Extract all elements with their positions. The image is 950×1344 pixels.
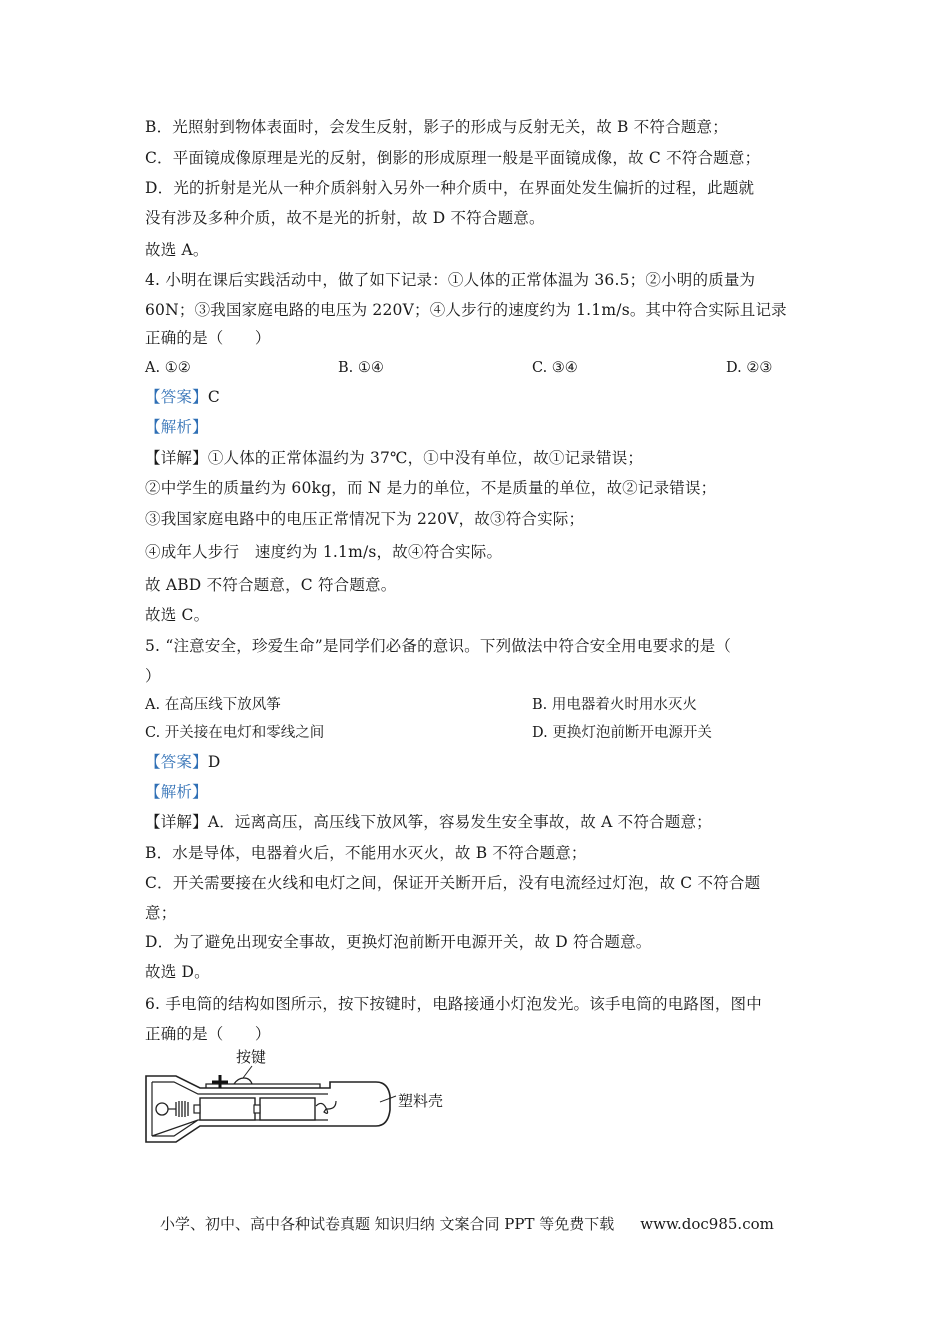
q5-answer xyxy=(145,752,220,772)
q4-analysis-tag: 【解析】 xyxy=(145,418,208,436)
q6-stem-line2: 正确的是（ ） xyxy=(145,1025,271,1043)
q6-stem-line1: 6. 手电筒的结构如图所示，按下按键时，电路接通小灯泡发光。该手电筒的电路图，图中 xyxy=(145,995,762,1013)
detail-tag: 【详解】 xyxy=(145,813,208,831)
q3-option-d-explanation-line1: D．光的折射是光从一种介质斜射入另外一种介质中，在界面处发生偏折的过程，此题就 xyxy=(145,179,755,197)
q4-conclusion: 故选 C。 xyxy=(145,606,210,624)
q4-stem-line2: 60N；③我国家庭电路的电压为 220V；④人步行的速度约为 1.1m/s。其中符合实际且记录 xyxy=(145,301,787,319)
button-plus xyxy=(212,1075,228,1088)
q4-answer xyxy=(145,387,220,407)
q3-option-d-explanation-line2: 没有涉及多种介质，故不是光的折射，故 D 不符合题意。 xyxy=(145,209,545,227)
button-bump xyxy=(234,1078,252,1084)
q5-detail-line3: C．开关需要接在火线和电灯之间，保证开关断开后，没有电流经过灯泡，故 C 不符合题 xyxy=(145,874,761,892)
footer-text: 小学、初中、高中各种试卷真题 知识归纳 文案合同 PPT 等免费下载 xyxy=(160,1215,615,1233)
q5-detail-line1 xyxy=(145,812,712,832)
q5-option-d: D. 更换灯泡前断开电源开关 xyxy=(532,725,712,741)
q5-detail-line5: D．为了避免出现安全事故，更换灯泡前断开电源开关，故 D 符合题意。 xyxy=(145,933,652,951)
q3-option-c-explanation: C．平面镜成像原理是光的反射，倒影的形成原理一般是平面镜成像，故 C 不符合题意； xyxy=(145,149,761,167)
q5-conclusion: 故选 D。 xyxy=(145,963,210,981)
footer-url: www.doc985.com xyxy=(640,1215,774,1233)
battery-2 xyxy=(260,1098,315,1120)
q4-stem-line3: 正确的是（ ） xyxy=(145,329,271,347)
answer-tag: 【答案】 xyxy=(145,388,208,406)
button-leader-line xyxy=(243,1066,252,1078)
q4-detail-line4: ④成年人步行 速度约为 1.1m/s，故④符合实际。 xyxy=(145,543,503,561)
end-spring xyxy=(316,1103,328,1113)
detail-text: ①人体的正常体温约为 37℃，①中没有单位，故①记录错误； xyxy=(207,449,644,467)
q4-option-c: C. ③④ xyxy=(532,360,578,376)
answer-tag: 【答案】 xyxy=(145,753,208,771)
shell-leader-line xyxy=(380,1096,396,1102)
page-footer xyxy=(160,1214,774,1234)
q4-detail-line2: ②中学生的质量约为 60kg，而 N 是力的单位，不是质量的单位，故②记录错误； xyxy=(145,479,717,497)
q5-option-a: A. 在高压线下放风筝 xyxy=(145,697,281,713)
q5-analysis-tag: 【解析】 xyxy=(145,783,208,801)
q4-detail-line5: 故 ABD 不符合题意，C 符合题意。 xyxy=(145,576,397,594)
q4-detail-line1 xyxy=(145,448,643,468)
q4-stem-line1: 4. 小明在课后实践活动中，做了如下记录：①人体的正常体温为 36.5；②小明的质量为 xyxy=(145,271,756,289)
q5-detail-line2: B．水是导体，电器着火后，不能用水灭火，故 B 不符合题意； xyxy=(145,844,587,862)
q4-option-d: D. ②③ xyxy=(726,360,773,376)
detail-text: A．远离高压，高压线下放风筝，容易发生安全事故，故 A 不符合题意； xyxy=(207,813,712,831)
q5-stem-line2: ） xyxy=(145,667,161,685)
answer-value: D xyxy=(207,753,221,771)
label-shell: 塑料壳 xyxy=(398,1092,444,1110)
q4-detail-line3: ③我国家庭电路中的电压正常情况下为 220V，故③符合实际； xyxy=(145,510,585,528)
q5-option-b: B. 用电器着火时用水灭火 xyxy=(532,697,697,713)
answer-value: C xyxy=(207,388,220,406)
q5-detail-line4: 意； xyxy=(145,904,177,922)
q5-option-c: C. 开关接在电灯和零线之间 xyxy=(145,725,325,741)
flashlight-figure xyxy=(140,1046,470,1151)
q4-option-b: B. ①④ xyxy=(338,360,384,376)
q3-conclusion: 故选 A。 xyxy=(145,241,209,259)
bulb-spring xyxy=(176,1101,188,1117)
detail-tag: 【详解】 xyxy=(145,449,208,467)
q5-stem-line1: 5. “注意安全，珍爱生命”是同学们必备的意识。下列做法中符合安全用电要求的是（ xyxy=(145,637,732,655)
q3-option-b-explanation: B．光照射到物体表面时，会发生反射，影子的形成与反射无关，故 B 不符合题意； xyxy=(145,118,728,136)
bulb xyxy=(156,1103,168,1115)
label-button: 按键 xyxy=(236,1048,267,1066)
q4-option-a: A. ①② xyxy=(145,360,191,376)
battery-1 xyxy=(200,1098,255,1120)
